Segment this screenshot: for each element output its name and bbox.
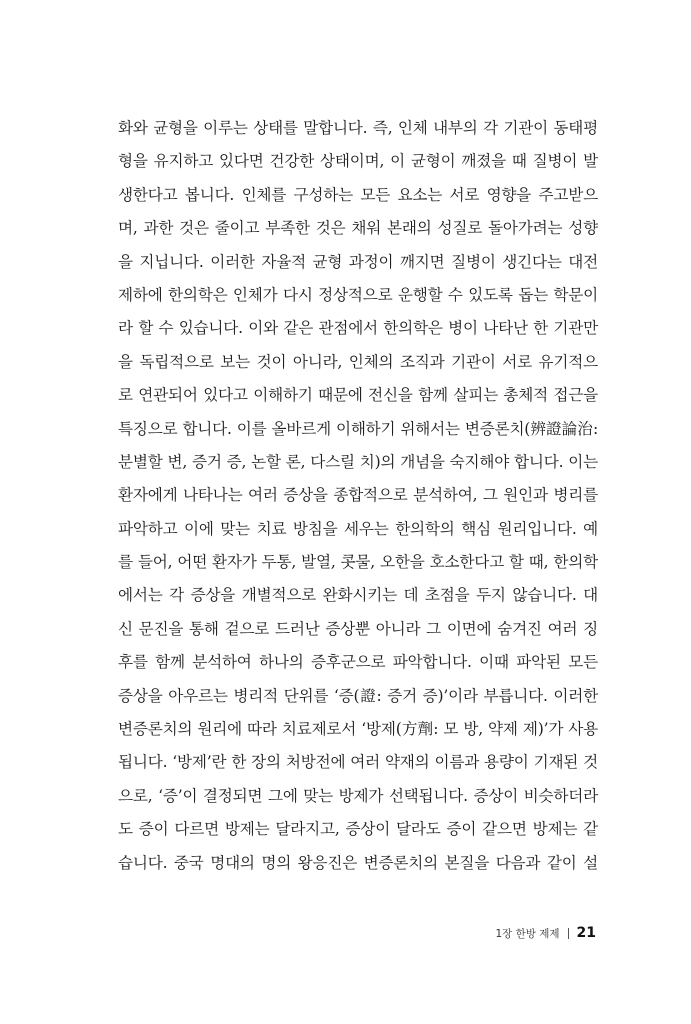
text-line: 변증론치의 원리에 따라 치료제로서 ‘방제(方劑: 모 방, 약제 제)’가 사용 [118, 720, 598, 739]
text-line: 제하에 한의학은 인체가 다시 정상적으로 운행할 수 있도록 돕는 학문이 [118, 285, 598, 304]
page-number: 21 [576, 925, 596, 941]
text-line: 후를 함께 분석하여 하나의 증후군으로 파악합니다. 이때 파악된 모든 [118, 653, 598, 672]
text-line: 증상을 아우르는 병리적 단위를 ‘증(證: 증거 증)’이라 부릅니다. 이러한 [118, 686, 598, 705]
text-line: 됩니다. ‘방제’란 한 장의 처방전에 여러 약재의 이름과 용량이 기재된 것 [118, 753, 598, 772]
page-footer [495, 925, 596, 941]
text-line: 환자에게 나타나는 여러 증상을 종합적으로 분석하여, 그 원인과 병리를 [118, 486, 598, 505]
text-line: 도 증이 다르면 방제는 달라지고, 증상이 달라도 증이 같으면 방제는 같 [118, 820, 598, 839]
text-line: 을 독립적으로 보는 것이 아니라, 인체의 조직과 기관이 서로 유기적으 [118, 352, 598, 371]
text-line: 며, 과한 것은 줄이고 부족한 것은 채워 본래의 성질로 돌아가려는 성향 [118, 219, 598, 238]
text-line: 를 들어, 어떤 환자가 두통, 발열, 콧물, 오한을 호소한다고 할 때, 한의학 [118, 553, 598, 572]
text-line: 형을 유지하고 있다면 건강한 상태이며, 이 균형이 깨졌을 때 질병이 발 [118, 152, 598, 171]
body-text [118, 112, 598, 880]
text-line: 라 할 수 있습니다. 이와 같은 관점에서 한의학은 병이 나타난 한 기관만 [118, 319, 598, 338]
text-line: 습니다. 중국 명대의 명의 왕응진은 변증론치의 본질을 다음과 같이 설 [118, 853, 598, 872]
text-line: 화와 균형을 이루는 상태를 말합니다. 즉, 인체 내부의 각 기관이 동태평 [118, 119, 598, 137]
text-line: 으로, ‘증’이 결정되면 그에 맞는 방제가 선택됩니다. 증상이 비슷하더라 [118, 786, 598, 805]
text-line: 생한다고 봅니다. 인체를 구성하는 모든 요소는 서로 영향을 주고받으 [118, 185, 598, 204]
footer-divider [568, 928, 569, 939]
text-line: 신 문진을 통해 겉으로 드러난 증상뿐 아니라 그 이면에 숨겨진 여러 징 [118, 619, 598, 638]
text-line: 특징으로 합니다. 이를 올바르게 이해하기 위해서는 변증론치(辨證論治: [118, 419, 598, 438]
text-line: 을 지닙니다. 이러한 자율적 균형 과정이 깨지면 질병이 생긴다는 대전 [118, 252, 598, 271]
text-line: 분별할 변, 증거 증, 논할 론, 다스릴 치)의 개념을 숙지해야 합니다. 이는 [118, 452, 598, 471]
text-line: 에서는 각 증상을 개별적으로 완화시키는 데 초점을 두지 않습니다. 대 [118, 586, 598, 605]
text-line: 로 연관되어 있다고 이해하기 때문에 전신을 함께 살피는 총체적 접근을 [118, 386, 598, 405]
chapter-title: 1장 한방 제제 [495, 927, 560, 940]
text-line: 파악하고 이에 맞는 치료 방침을 세우는 한의학의 핵심 원리입니다. 예 [118, 519, 598, 538]
